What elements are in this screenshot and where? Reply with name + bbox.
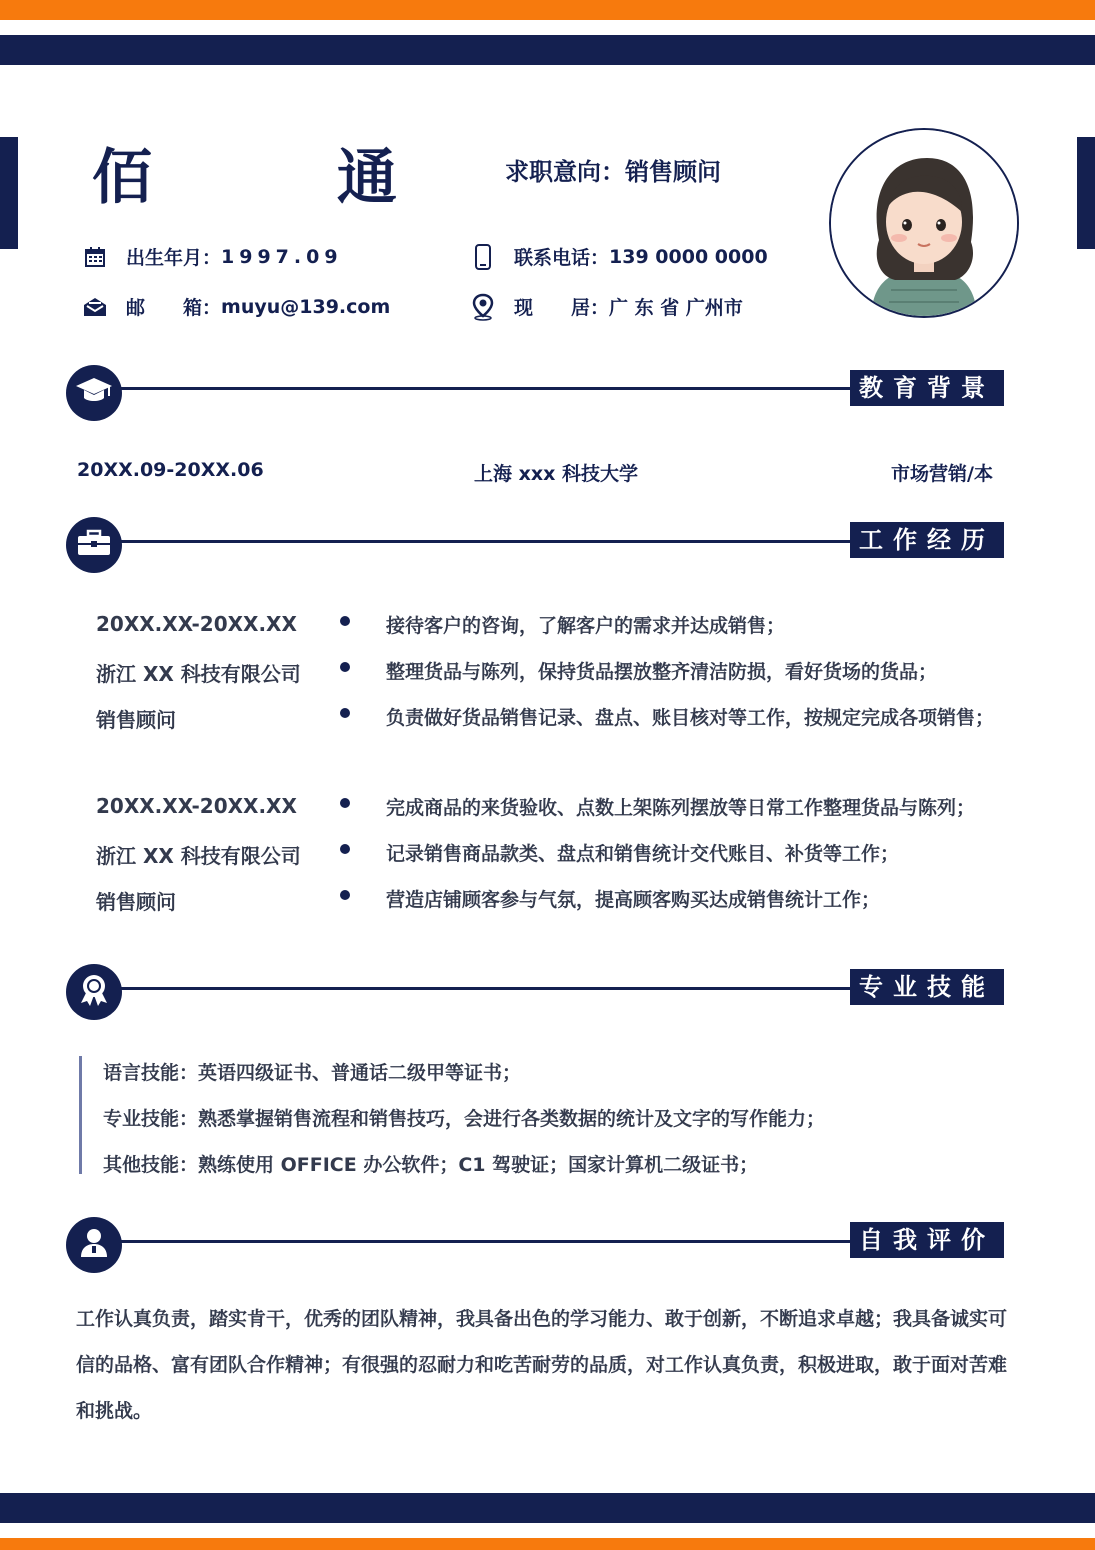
job-intent-value: 销售顾问 xyxy=(625,158,721,186)
envelope-icon xyxy=(82,294,108,320)
job-2-bullet-3 xyxy=(340,890,350,900)
job-2-bullet-1 xyxy=(340,798,350,808)
education-major: 市场营销/本 xyxy=(891,463,993,485)
top-orange-bar xyxy=(0,0,1095,20)
calendar-icon xyxy=(82,244,108,270)
job-2-bullet-2 xyxy=(340,844,350,854)
job-1-bullet-1 xyxy=(340,616,350,626)
education-school: 上海 xxx 科技大学 xyxy=(474,463,638,485)
work-section-title: 工作经历 xyxy=(850,522,1004,558)
phone-row xyxy=(470,243,768,270)
phone-label: 联系电话： xyxy=(514,247,610,269)
graduation-cap-icon xyxy=(75,376,113,410)
job-2-duty-3: 营造店铺顾客参与气氛，提高顾客购买达成销售统计工作； xyxy=(386,889,881,911)
avatar xyxy=(829,128,1019,318)
candidate-name: 佰 通 xyxy=(92,143,479,213)
skill-other: 其他技能：熟练使用 OFFICE 办公软件；C1 驾驶证；国家计算机二级证书； xyxy=(103,1154,759,1176)
evaluation-section-title: 自我评价 xyxy=(850,1222,1004,1258)
education-section-title: 教育背景 xyxy=(850,370,1004,406)
birth-value: 1997.09 xyxy=(221,245,343,268)
job-1-company: 浙江 XX 科技有限公司 xyxy=(96,662,301,686)
job-1-bullet-3 xyxy=(340,708,350,718)
skills-section-title: 专业技能 xyxy=(850,969,1004,1005)
skills-section-line xyxy=(95,987,855,990)
home-label: 现 居： xyxy=(514,297,610,319)
education-section-badge xyxy=(66,365,122,421)
top-navy-bar xyxy=(0,35,1095,65)
phone-value: 139 0000 0000 xyxy=(609,245,768,268)
email-value: muyu@139.com xyxy=(221,295,391,318)
email-label: 邮 箱： xyxy=(126,297,222,319)
skill-professional: 专业技能：熟悉掌握销售流程和销售技巧，会进行各类数据的统计及文字的写作能力； xyxy=(103,1108,826,1130)
education-section-line xyxy=(95,387,855,390)
job-2-position: 销售顾问 xyxy=(96,890,176,914)
skill-language: 语言技能：英语四级证书、普通话二级甲等证书； xyxy=(103,1062,522,1084)
birth-label: 出生年月： xyxy=(126,247,222,269)
self-evaluation-text: 工作认真负责，踏实肯干，优秀的团队精神，我具备出色的学习能力、敢于创新，不断追求卓越；我具备诚实可信的品格、富有团队合作精神；有很强的忍耐力和吃苦耐劳的品质，对工作认真负责，积极进取，敢于面对苦难和挑战。 xyxy=(76,1308,1008,1422)
job-1-position: 销售顾问 xyxy=(96,708,176,732)
job-1-duty-2: 整理货品与陈列，保持货品摆放整齐清洁防损，看好货场的货品； xyxy=(386,661,938,683)
home-row xyxy=(470,293,743,320)
job-1-bullet-2 xyxy=(340,662,350,672)
job-2-company: 浙江 XX 科技有限公司 xyxy=(96,844,301,868)
job-intent xyxy=(505,152,721,187)
email-row xyxy=(82,293,390,320)
job-1-period: 20XX.XX-20XX.XX xyxy=(96,612,297,636)
home-value: 广 东 省 广州市 xyxy=(609,297,743,319)
right-side-tab xyxy=(1077,137,1095,249)
evaluation-section-line xyxy=(95,1240,855,1243)
person-icon xyxy=(78,1227,110,1263)
work-section-badge xyxy=(66,517,122,573)
skills-section-badge xyxy=(66,964,122,1020)
bottom-navy-bar xyxy=(0,1493,1095,1523)
bottom-orange-bar xyxy=(0,1538,1095,1550)
job-2-duty-2: 记录销售商品款类、盘点和销售统计交代账目、补货等工作； xyxy=(386,843,900,865)
birth-row xyxy=(82,243,343,270)
phone-icon xyxy=(470,244,496,270)
job-2-duty-1: 完成商品的来货验收、点数上架陈列摆放等日常工作整理货品与陈列； xyxy=(386,797,976,819)
job-2-period: 20XX.XX-20XX.XX xyxy=(96,794,297,818)
job-1-duty-3: 负责做好货品销售记录、盘点、账目核对等工作，按规定完成各项销售； xyxy=(386,707,995,729)
briefcase-icon xyxy=(77,529,111,561)
location-pin-icon xyxy=(470,294,496,320)
work-section-line xyxy=(95,540,855,543)
job-intent-label: 求职意向： xyxy=(505,158,625,186)
education-period: 20XX.09-20XX.06 xyxy=(77,459,264,481)
job-1-duty-1: 接待客户的咨询，了解客户的需求并达成销售； xyxy=(386,615,786,637)
left-side-tab xyxy=(0,137,18,249)
skills-accent-bar xyxy=(79,1056,82,1174)
evaluation-section-badge xyxy=(66,1217,122,1273)
award-icon xyxy=(77,973,111,1011)
